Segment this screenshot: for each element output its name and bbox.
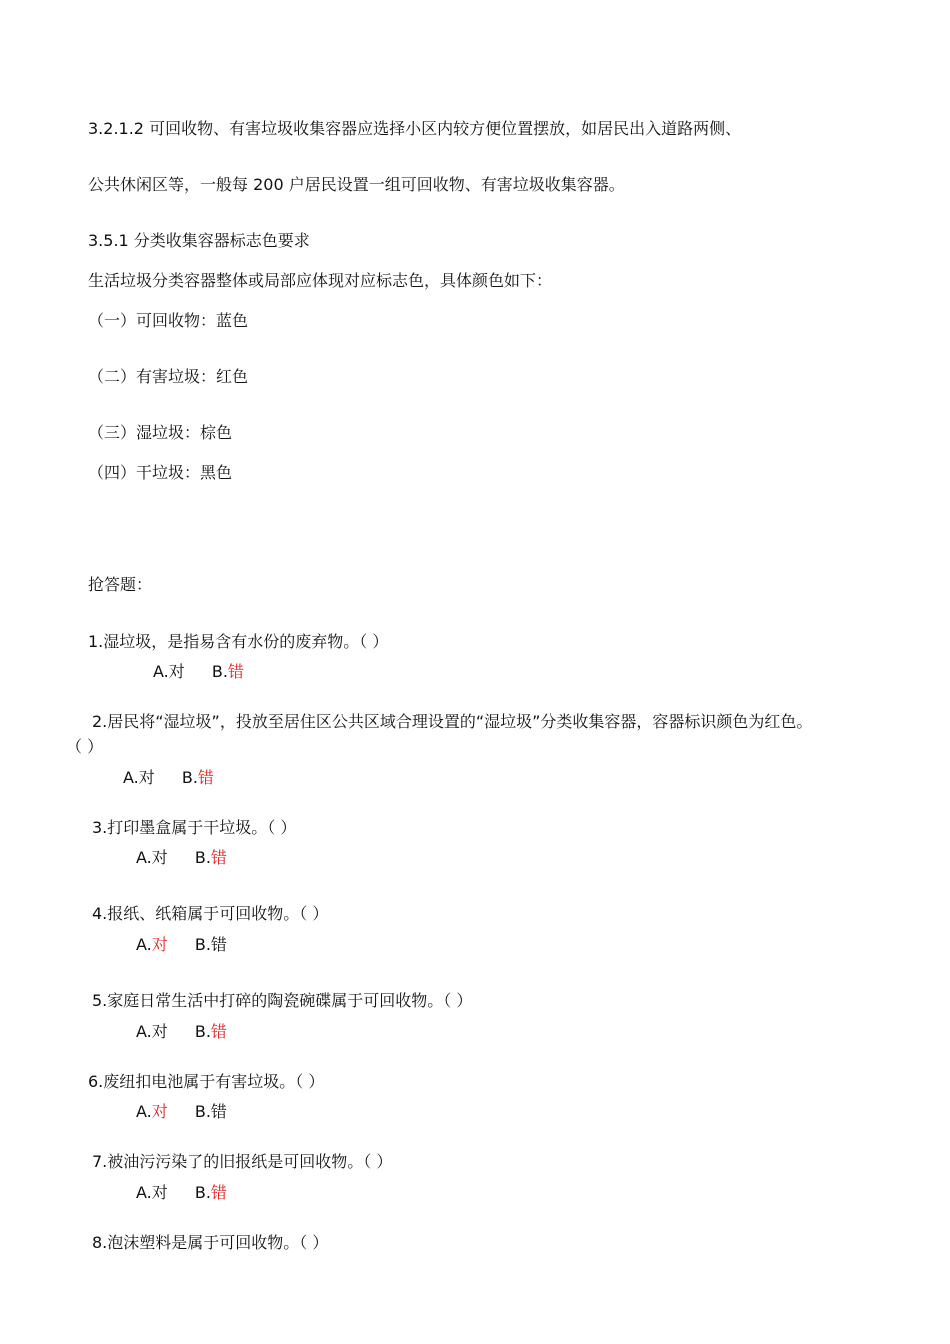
question-2-text: 2.居民将“湿垃圾”，投放至居住区公共区域合理设置的“湿垃圾”分类收集容器，容器标识颜色为红色。 <box>92 712 813 731</box>
option-a[interactable]: A.对 <box>153 662 185 681</box>
question-4-options <box>136 934 227 956</box>
option-b[interactable]: B.错 <box>194 1022 227 1041</box>
option-a[interactable]: A.对 <box>123 768 155 787</box>
answer-mark: 错 <box>197 768 214 787</box>
color-item-recyclable: （一）可回收物：蓝色 <box>88 311 249 330</box>
question-6-text: 6.废纽扣电池属于有害垃圾。（ ） <box>88 1072 325 1091</box>
question-3-text: 3.打印墨盒属于干垃圾。（ ） <box>92 818 297 837</box>
question-2-text-wrap: （ ） <box>66 737 104 756</box>
answer-mark: 错 <box>227 662 244 681</box>
option-a[interactable]: A.对 <box>136 1102 168 1121</box>
color-item-dry: （四）干垃圾：黑色 <box>88 463 233 482</box>
option-b[interactable]: B.错 <box>194 935 227 954</box>
option-b[interactable]: B.错 <box>181 768 214 787</box>
question-7-text: 7.被油污污染了的旧报纸是可回收物。（ ） <box>92 1152 393 1171</box>
question-1-text: 1.湿垃圾，是指易含有水份的废弃物。（ ） <box>88 632 389 651</box>
answer-mark: 错 <box>210 1183 227 1202</box>
option-b[interactable]: B.错 <box>194 848 227 867</box>
answer-mark: 对 <box>151 935 168 954</box>
color-item-wet: （三）湿垃圾：棕色 <box>88 423 233 442</box>
section-heading: 3.5.1 分类收集容器标志色要求 <box>88 231 310 250</box>
question-8-text: 8.泡沫塑料是属于可回收物。（ ） <box>92 1233 329 1252</box>
answer-mark: 对 <box>151 1102 168 1121</box>
option-b[interactable]: B.错 <box>194 1183 227 1202</box>
quiz-title: 抢答题： <box>88 575 153 594</box>
question-7-options <box>136 1182 227 1204</box>
question-6-options <box>136 1101 227 1123</box>
option-b[interactable]: B.错 <box>211 662 244 681</box>
question-4-text: 4.报纸、纸箱属于可回收物。（ ） <box>92 904 329 923</box>
option-a[interactable]: A.对 <box>136 1022 168 1041</box>
rule-paragraph-line2: 公共休闲区等，一般每 200 户居民设置一组可回收物、有害垃圾收集容器。 <box>88 175 625 194</box>
question-1-options <box>153 661 244 683</box>
question-5-options <box>136 1021 227 1043</box>
color-intro: 生活垃圾分类容器整体或局部应体现对应标志色，具体颜色如下： <box>88 271 553 290</box>
color-item-hazardous: （二）有害垃圾：红色 <box>88 367 249 386</box>
option-a[interactable]: A.对 <box>136 848 168 867</box>
question-2-options <box>123 767 214 789</box>
answer-mark: 错 <box>210 1022 227 1041</box>
option-b[interactable]: B.错 <box>194 1102 227 1121</box>
option-a[interactable]: A.对 <box>136 935 168 954</box>
option-a[interactable]: A.对 <box>136 1183 168 1202</box>
rule-paragraph-line1: 3.2.1.2 可回收物、有害垃圾收集容器应选择小区内较方便位置摆放，如居民出入道路两侧、 <box>88 119 742 138</box>
question-3-options <box>136 847 227 869</box>
answer-mark: 错 <box>210 848 227 867</box>
question-5-text: 5.家庭日常生活中打碎的陶瓷碗碟属于可回收物。（ ） <box>92 991 473 1010</box>
